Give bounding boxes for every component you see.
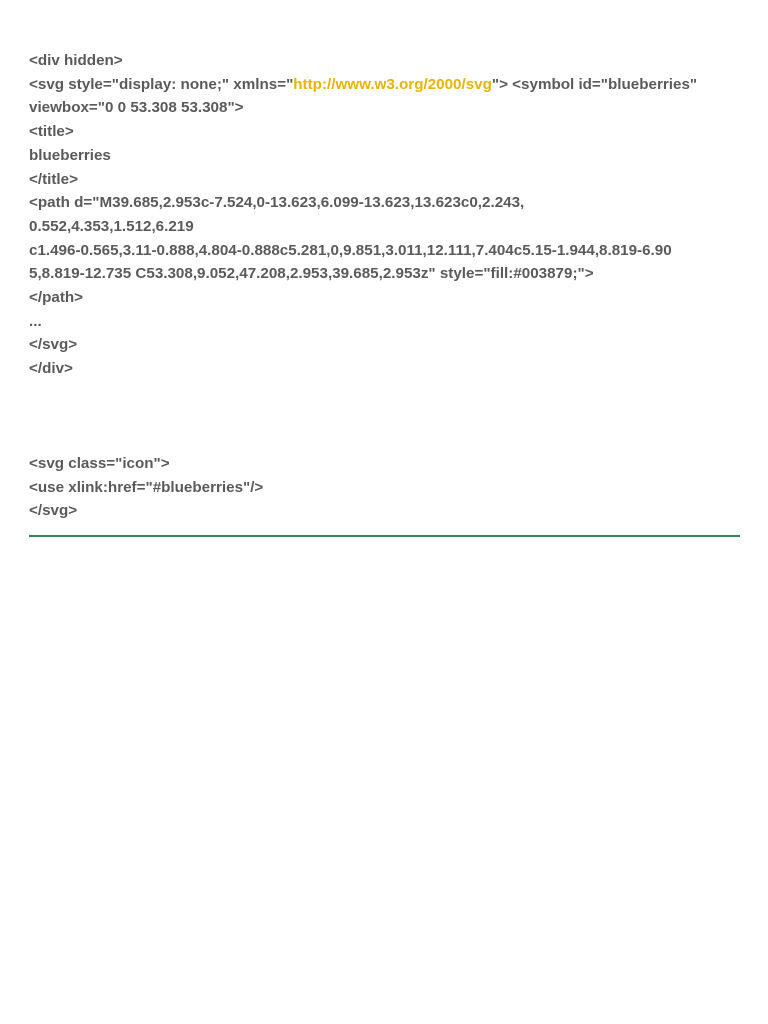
code-line: </path>: [29, 289, 84, 307]
code-line: viewbox="0 0 53.308 53.308">: [29, 99, 244, 117]
code-line: <use xlink:href="#blueberries"/>: [29, 478, 264, 496]
code-line: c1.496-0.565,3.11-0.888,4.804-0.888c5.281,0,9.851,3.011,12.111,7.404c5.15-1.944,8.819-6.90: [29, 241, 672, 259]
code-line: 5,8.819-12.735 C53.308,9.052,47.208,2.953,39.685,2.953z" style="fill:#003879;">: [29, 265, 594, 283]
section-divider: [29, 535, 740, 537]
svg-namespace-link[interactable]: http://www.w3.org/2000/svg: [293, 75, 492, 93]
code-line: <title>: [29, 123, 74, 141]
code-block-symbol-definition: [29, 49, 741, 381]
code-line: </div>: [29, 360, 73, 378]
code-block-symbol-usage: [29, 452, 741, 523]
code-line: <div hidden>: [29, 52, 123, 69]
code-line: </title>: [29, 170, 78, 188]
code-snippet-page: [29, 49, 741, 523]
code-text: <svg style="display: none;" xmlns=": [29, 75, 294, 93]
code-line: ...: [29, 312, 42, 330]
code-text: "> <symbol id="blueberries": [491, 75, 698, 93]
spacer: [29, 381, 741, 452]
code-line: </svg>: [29, 336, 78, 354]
code-line: </svg>: [29, 502, 78, 520]
code-line: blueberries: [29, 146, 111, 164]
code-line: <path d="M39.685,2.953c-7.524,0-13.623,6.099-13.623,13.623c0,2.243,: [29, 194, 525, 212]
code-line: <svg class="icon">: [29, 454, 170, 472]
code-line: [29, 73, 741, 97]
code-line: 0.552,4.353,1.512,6.219: [29, 217, 194, 235]
